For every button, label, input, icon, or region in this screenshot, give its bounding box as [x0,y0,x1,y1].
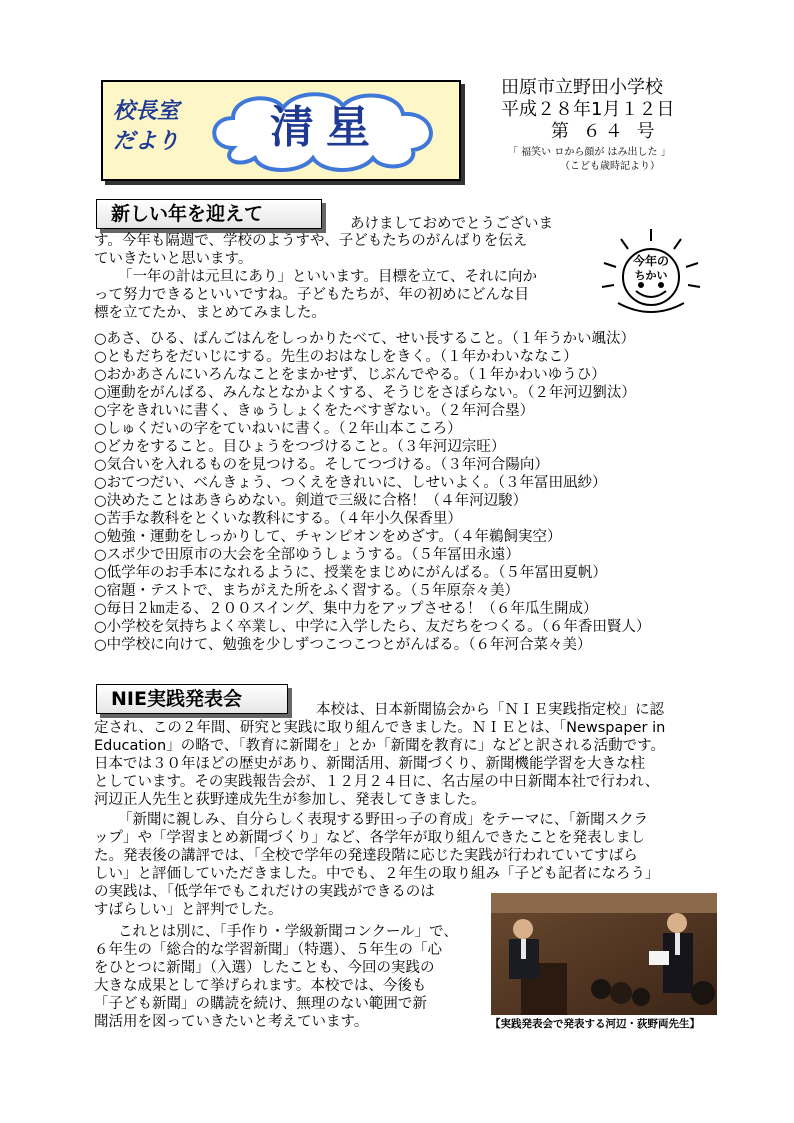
goal-item: ○低学年のお手本になれるように、授業をまじめにがんばる。（５年冨田夏帆） [94,565,607,581]
masthead-label-line2: だより [113,128,180,154]
badge-text-1: 今年の [632,254,670,268]
goal-item: ○字をきれいに書く、きゅうしょくをたべすぎない。（２年河合塁） [94,403,535,419]
paragraph-line: としています。その実践報告会が、１２月２４日に、名古屋の中日新聞本社で行われ、 [94,774,660,790]
paragraph-line: をひとつに新聞」（入選）したことも、今回の実践の [94,960,435,976]
photo-caption: 【実践発表会で発表する河辺・荻野両先生】 [490,1018,700,1030]
badge-text-2: ちかい [634,269,668,282]
paragraph-line: 「新聞に親しみ、自分らしく表現する野田っ子の育成」をテーマに、「新聞スクラ [118,812,649,828]
goal-item: ○小学校を気持ちよく卒業し、中学に入学したら、友だちをつくる。（６年香田賢人） [94,619,651,635]
goal-item: ○決めたことはあきらめない。剣道で三級に合格！（４年河辺駿） [94,493,528,509]
paragraph-line: 大きな成果として挙げられます。本校では、今後も [94,978,427,994]
goal-item: ○毎日２㎞走る、２００スイング、集中力をアップさせる！（６年瓜生開成） [94,601,598,617]
paragraph-line: しい」と評価していただきました。中でも、２年生の取り組み「子ども記者になろう」 [94,866,660,882]
paragraph-line: 標を立てたか、まとめてみました。 [94,305,326,321]
goal-item: ○気合いを入れるものを見つける。そしてつづける。（３年河合陽向） [94,457,549,473]
goal-item: ○ともだちをだいじにする。先生のおはなしをきく。（１年かわいななこ） [94,349,578,365]
paragraph-line: すばらしい」と評判でした。 [94,902,283,918]
masthead-label-line1: 校長室 [113,98,180,124]
goal-item: ○スポ少で田原市の大会を全部ゆうしょうする。（５年冨田永遠） [94,547,520,563]
paragraph-line: 本校は、日本新聞協会から「ＮＩＥ実践指定校」に認 [316,702,664,718]
masthead [101,80,461,181]
goal-item: ○しゅくだいの字をていねいに書く。（２年山本こころ） [94,421,462,437]
paragraph-line: これとは別に、「手作り・学級新聞コンクール」で、 [118,924,458,940]
sun-face-icon [596,225,706,325]
paragraph-line: 日本では３０年ほどの歴史があり、新聞活用、新聞づくり、新聞機能学習を大きな柱 [94,756,645,772]
school-name: 田原市立野田小学校 [501,77,663,98]
goal-item: ○宿題・テストで、まちがえた所をふく習する。（５年原奈々美） [94,583,520,599]
paragraph-line: ップ」や「学習まとめ新聞づくり」など、各学年が取り組んできたことを発表しまし [94,830,645,846]
goal-item: ○あさ、ひる、ばんごはんをしっかりたべて、せい長すること。（１年うかい颯汰） [94,331,636,347]
paragraph-line: た。発表後の講評では、「全校で学年の発達段階に応じた実践が行われていてすばら [94,848,638,864]
paragraph-line: す。今年も隔週で、学校のようすや、子どもたちのがんばりを伝え [94,233,528,249]
paragraph-line: あけましておめでとうございま [350,216,553,232]
issue-date: 平成２８年1月１２日 [501,99,675,120]
masthead-title: 清星 [270,102,382,153]
paragraph-line: って努力できるといいですね。子どもたちが、年の初めにどんな目 [94,287,529,303]
goal-item: ○どカをすること。目ひょうをつづけること。（３年河辺宗旺） [94,439,506,455]
motto: 「 福笑い ロから顔が はみ出した 」 [508,147,671,158]
goal-item: ○運動をがんばる、みんなとなかよくする、そうじをさぼらない。（２年河辺劉汰） [94,385,636,401]
paragraph-line: 聞活用を図っていきたいと考えています。 [94,1014,369,1030]
goal-item: ○おかあさんにいろんなことをまかせず、じぶんでやる。（１年かわいゆうひ） [94,367,606,383]
paragraph-line: Education」の略で、「教育に新聞を」とか「新聞を教育に」などと訳される活動です。 [94,738,665,754]
masthead-label [113,96,183,156]
motto-source: （こども歳時記より） [560,161,660,172]
paragraph-line: の実践は、「低学年でもこれだけの実践ができるのは [94,884,435,900]
goal-item: ○おてつだい、べんきょう、つくえをきれいに、しせいよく。（３年冨田凪紗） [94,475,607,491]
issue-number: 第 ６４ 号 [551,121,659,142]
presentation-photo [491,893,717,1015]
paragraph-line: ６年生の「総合的な学習新聞」（特選）、５年生の「心 [94,942,442,958]
paragraph-line: ていきたいと思います。 [94,251,253,267]
section-heading-nie: NIE実践発表会 [96,684,288,714]
goal-item: ○苦手な教科をとくいな教科にする。（４年小久保香里） [94,511,462,527]
goal-item: ○勉強・運動をしっかりして、チャンピオンをめざす。（４年鵜飼実空） [94,529,562,545]
paragraph-line: 定され、この２年間、研究と実践に取り組んできました。ＮＩＥとは、「Newspaper in [94,720,666,736]
paragraph-line: 「子ども新聞」の購読を続け、無理のない範囲で新 [94,996,427,1012]
paragraph-line: 「一年の計は元旦にあり」といいます。目標を立て、それに向か [118,269,538,285]
goal-item: ○中学校に向けて、勉強を少しずつこつこつとがんばる。（６年河合菜々美） [94,637,592,653]
paragraph-line: 河辺正人先生と荻野達成先生が参加し、発表してきました。 [94,792,486,808]
section-heading-new-year: 新しい年を迎えて [96,199,322,229]
